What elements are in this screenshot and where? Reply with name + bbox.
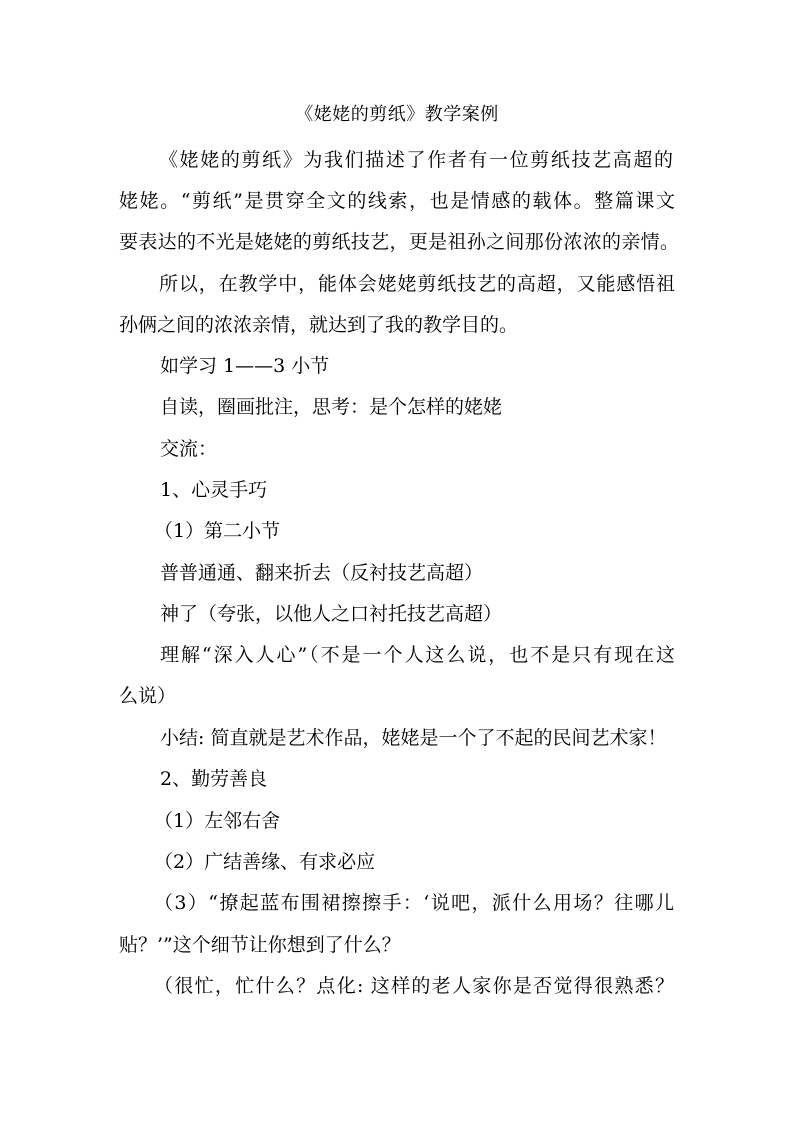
instruction-line: 自读，圈画批注，思考：是个怎样的姥姥 — [160, 396, 503, 418]
point-2-sub-3-cont: 贴？’”这个细节让你想到了什么？ — [119, 934, 401, 956]
summary-line: 小结: 简直就是艺术作品，姥姥是一个了不起的民间艺术家！ — [160, 727, 667, 749]
paragraph-line-1: 《姥姥的剪纸》为我们描述了作者有一位剪纸技艺高超的 — [159, 149, 673, 171]
point-1-sub-1: （1）第二小节 — [154, 520, 281, 542]
exchange-label: 交流： — [160, 438, 218, 460]
paragraph-line-2: 姥姥。“剪纸”是贯穿全文的线索，也是情感的载体。整篇课文 — [119, 190, 675, 212]
point-2-discussion: （很忙，忙什么？点化: 这样的老人家你是否觉得很熟悉？ — [154, 975, 674, 997]
section-heading-study: 如学习 1——3 小节 — [160, 355, 330, 377]
point-2-sub-3: （3）“撩起蓝布围裙擦擦手：‘说吧，派什么用场？往哪儿 — [154, 892, 674, 914]
document-title: 《姥姥的剪纸》教学案例 — [295, 104, 499, 125]
point-1-detail-1: 普普通通、翻来折去（反衬技艺高超） — [160, 562, 484, 584]
point-1-heading: 1、心灵手巧 — [160, 479, 268, 501]
point-1-detail-3: 理解“深入人心”（不是一个人这么说，也不是只有现在这 — [160, 644, 675, 666]
paragraph-line-5: 孙俩之间的浓浓亲情，就达到了我的教学目的。 — [119, 314, 519, 336]
point-2-heading: 2、勤劳善良 — [160, 768, 268, 790]
paragraph-line-4: 所以，在教学中，能体会姥姥剪纸技艺的高超，又能感悟祖 — [159, 273, 675, 295]
point-2-sub-2: （2）广结善缘、有求必应 — [154, 851, 376, 873]
point-2-sub-1: （1）左邻右舍 — [154, 810, 281, 832]
paragraph-line-3: 要表达的不光是姥姥的剪纸技艺，更是祖孙之间那份浓浓的亲情。 — [119, 231, 679, 253]
point-1-detail-2: 神了（夸张，以他人之口衬托技艺高超） — [160, 603, 503, 625]
point-1-detail-3-cont: 么说） — [119, 685, 177, 707]
